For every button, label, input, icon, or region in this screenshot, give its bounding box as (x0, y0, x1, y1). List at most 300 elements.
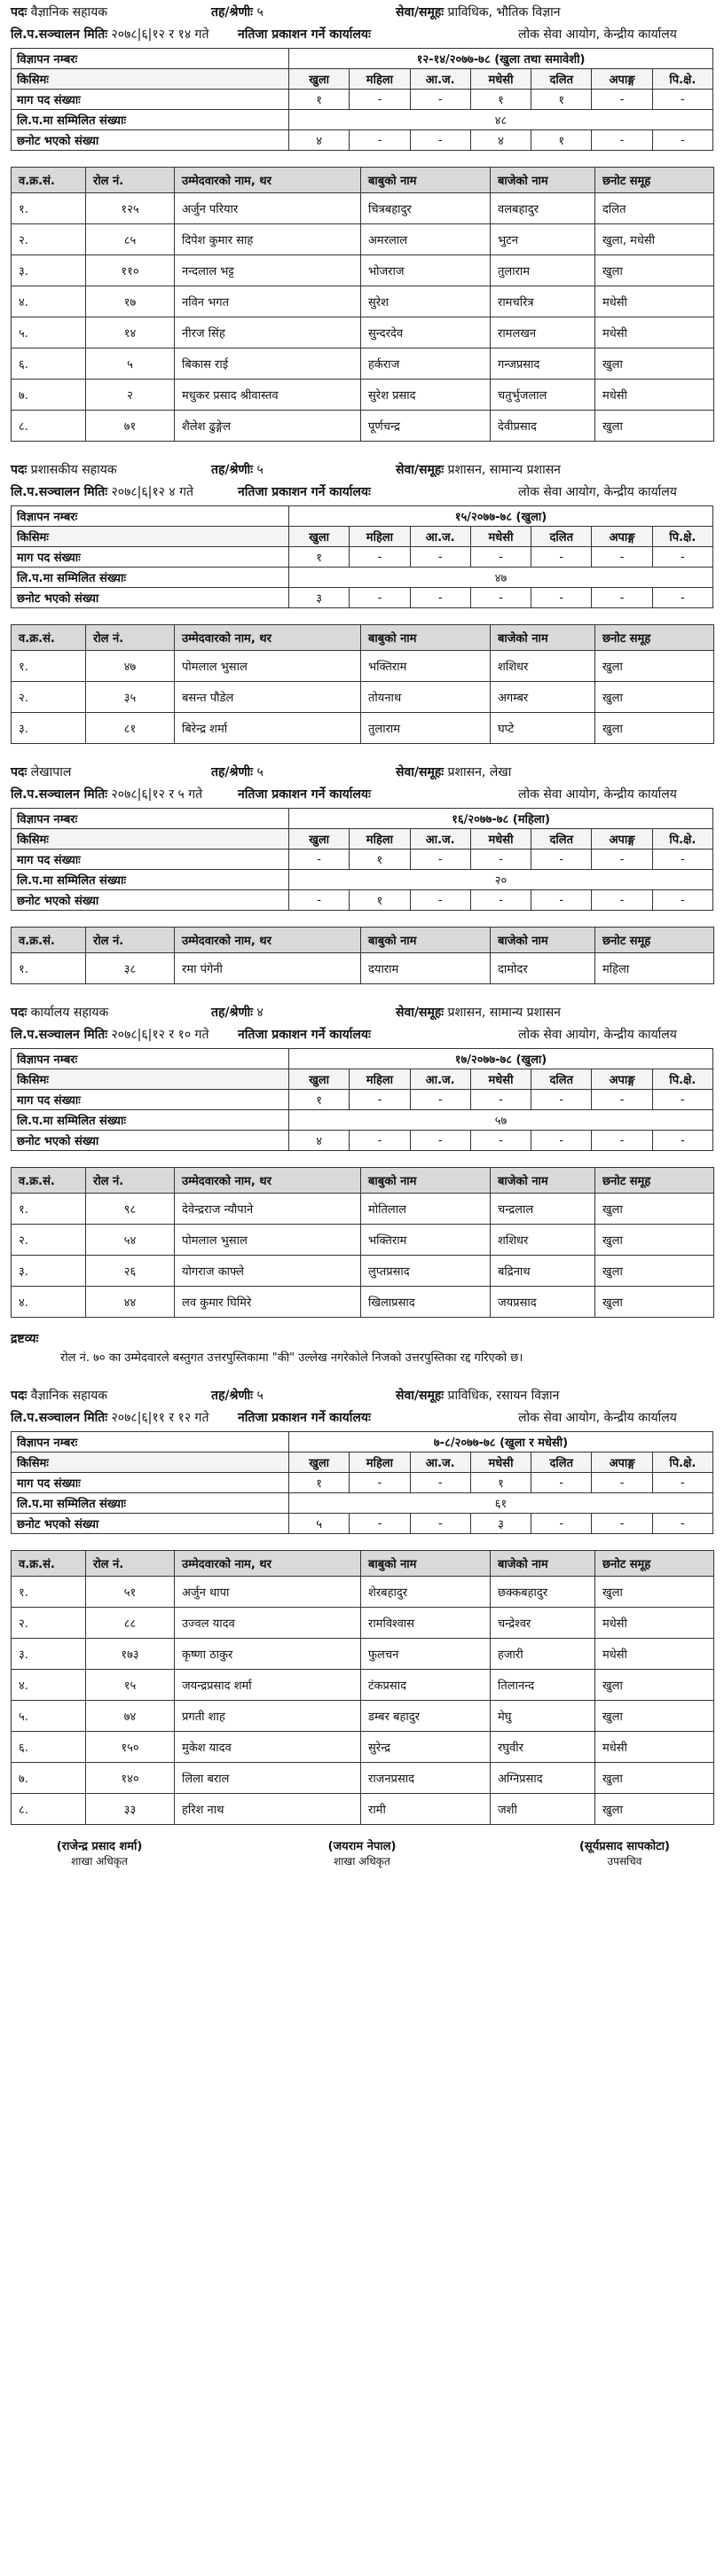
result-section (11, 1383, 713, 1825)
appeared-label: लि.प.मा सम्मिलित संख्याः (12, 1493, 289, 1514)
posts-label: माग पद संख्याः (12, 1090, 289, 1110)
office-label: नतिजा प्रकाशन गर्ने कार्यालयः (238, 787, 371, 802)
post-label: पदः (11, 764, 28, 779)
candidate-cell: रघुवीर (491, 1732, 595, 1763)
appeared-label: लि.प.मा सम्मिलित संख्याः (12, 110, 289, 130)
candidate-row (12, 411, 714, 442)
candidate-cell: रामलखन (491, 317, 595, 348)
posts-cell: - (531, 1473, 592, 1493)
candidate-cell: दिपेश कुमार साह (175, 224, 361, 255)
candidate-cell: खुला (595, 682, 714, 713)
candidate-cell: खुला (595, 1794, 714, 1825)
candidate-header-row (12, 1168, 714, 1194)
class-label: तह/श्रेणीः (211, 1005, 254, 1020)
candidate-cell: ८५ (86, 224, 175, 255)
category-header: महिला (350, 1452, 410, 1473)
candidate-cell: चन्द्रलाल (491, 1194, 595, 1225)
candidate-cell: जशी (491, 1794, 595, 1825)
candidate-cell: जयप्रसाद (491, 1287, 595, 1318)
candidate-cell: पूर्णचन्द्र (361, 411, 491, 442)
posts-cell: - (350, 1090, 410, 1110)
category-header: खुला (289, 1452, 350, 1473)
post-info-line (11, 458, 713, 481)
exam-date-line (11, 1406, 713, 1428)
selected-cell: - (592, 130, 652, 151)
appeared-value: ५७ (289, 1110, 713, 1131)
posts-cell: - (350, 90, 410, 110)
class-value: ५ (256, 764, 264, 779)
service-field (396, 1387, 713, 1404)
exam-date-label: लि.प.सञ्चालन मितिः (11, 787, 108, 802)
exam-date-line (11, 1023, 713, 1045)
candidate-cell: मोतिलाल (361, 1194, 491, 1225)
candidate-table (11, 167, 714, 442)
signature-block (11, 1837, 713, 1868)
category-header: आ.ज. (410, 1069, 470, 1090)
post-field (11, 4, 211, 20)
posts-cell: - (410, 1090, 470, 1110)
category-header: पि.क्षे. (652, 1069, 712, 1090)
category-header: मधेसी (470, 829, 531, 850)
category-header: अपाङ्ग (592, 527, 652, 547)
selected-cell: - (531, 890, 592, 911)
service-field (396, 1004, 713, 1021)
office-value: लोक सेवा आयोग, केन्द्रीय कार्यालय (518, 1027, 677, 1042)
office-label: नतिजा प्रकाशन गर्ने कार्यालयः (238, 27, 371, 42)
exam-date-line (11, 23, 713, 44)
candidate-row (12, 317, 714, 348)
posts-cell: - (531, 850, 592, 870)
signature (536, 1837, 713, 1868)
candidate-cell: लिला बराल (175, 1763, 361, 1794)
ad-number-row (12, 1049, 713, 1069)
posts-row (12, 1473, 713, 1493)
candidate-cell: १. (12, 1577, 86, 1608)
class-value: ५ (256, 462, 264, 477)
appeared-row (12, 1493, 713, 1514)
vacancy-table (11, 1431, 713, 1534)
candidate-cell: मुकेश यादव (175, 1732, 361, 1763)
posts-cell: - (592, 1473, 652, 1493)
candidate-table (11, 1550, 714, 1825)
appeared-label: लि.प.मा सम्मिलित संख्याः (12, 1110, 289, 1131)
posts-label: माग पद संख्याः (12, 850, 289, 870)
section-gap (11, 442, 713, 458)
category-header: दलित (531, 1452, 592, 1473)
post-field (11, 763, 211, 780)
candidate-cell: ६. (12, 348, 86, 380)
posts-cell: - (350, 1473, 410, 1493)
category-header: महिला (350, 527, 410, 547)
exam-date-label: लि.प.सञ्चालन मितिः (11, 27, 108, 42)
candidate-cell: ८. (12, 411, 86, 442)
candidate-cell: महिला (595, 953, 714, 984)
selected-cell: - (350, 130, 410, 151)
candidate-cell: शैलेश ढुङ्गेल (175, 411, 361, 442)
candidate-cell: मधेसी (595, 1639, 714, 1670)
posts-cell: १ (531, 90, 592, 110)
category-header: महिला (350, 1069, 410, 1090)
selected-label: छनोट भएको संख्या (12, 130, 289, 151)
candidate-cell: सुरेन्द्र (361, 1732, 491, 1763)
candidate-column-header: बाजेको नाम (491, 168, 595, 193)
note-text: रोल नं. ७० का उम्मेदवारले बस्तुगत उत्तरपुस्तिकामा "की" उल्लेख नगरेकोले निजको उत्तरपुस्तिका रद्द गरिएको छ। (60, 1351, 523, 1365)
candidate-column-header: बाबुको नाम (361, 168, 491, 193)
candidate-row (12, 1763, 714, 1794)
class-value: ५ (256, 1388, 264, 1403)
ad-number-label: विज्ञापन नम्बरः (12, 1049, 289, 1069)
appeared-value: ४७ (289, 568, 713, 588)
category-header: आ.ज. (410, 527, 470, 547)
candidate-cell: ५४ (86, 1225, 175, 1256)
selected-label: छनोट भएको संख्या (12, 1514, 289, 1534)
ad-number-label: विज्ञापन नम्बरः (12, 809, 289, 829)
posts-label: माग पद संख्याः (12, 547, 289, 568)
posts-cell: १ (470, 90, 531, 110)
candidate-cell: हरिश नाथ (175, 1794, 361, 1825)
ad-number-value: ७-८/२०७७-७८ (खुला र मधेसी) (289, 1432, 713, 1452)
candidate-cell: खुला (595, 713, 714, 744)
candidate-column-header: उम्मेदवारको नाम, थर (175, 928, 361, 953)
exam-date-value: २०७८|६|१२ र १० गते (111, 1027, 209, 1042)
candidate-row (12, 1608, 714, 1639)
selected-row (12, 1514, 713, 1534)
candidate-cell: रमा पंगेनी (175, 953, 361, 984)
post-value: प्रशासकीय सहायक (30, 462, 117, 477)
candidate-cell: मधेसी (595, 286, 714, 317)
posts-label: माग पद संख्याः (12, 90, 289, 110)
posts-cell: - (652, 1473, 712, 1493)
office-value: लोक सेवा आयोग, केन्द्रीय कार्यालय (518, 484, 677, 499)
candidate-column-header: बाबुको नाम (361, 928, 491, 953)
selected-row (12, 588, 713, 608)
class-value: ४ (256, 1005, 264, 1020)
candidate-column-header: उम्मेदवारको नाम, थर (175, 1168, 361, 1194)
selected-cell: - (592, 1514, 652, 1534)
candidate-row (12, 1732, 714, 1763)
post-field (11, 1004, 211, 1021)
posts-cell: - (410, 1473, 470, 1493)
selected-cell: - (652, 890, 712, 911)
candidate-cell: २. (12, 224, 86, 255)
candidate-column-header: रोल नं. (86, 625, 175, 651)
candidate-cell: खुला (595, 651, 714, 682)
candidate-cell: दलित (595, 193, 714, 224)
class-field (211, 4, 396, 20)
category-header: अपाङ्ग (592, 1452, 652, 1473)
candidate-cell: खिलाप्रसाद (361, 1287, 491, 1318)
category-header: महिला (350, 69, 410, 90)
post-field (11, 461, 211, 478)
candidate-table (11, 1167, 714, 1318)
class-label: तह/श्रेणीः (211, 4, 254, 20)
selected-row (12, 890, 713, 911)
candidate-cell: तोयनाथ (361, 682, 491, 713)
candidate-cell: ४७ (86, 651, 175, 682)
candidate-cell: देवीप्रसाद (491, 411, 595, 442)
candidate-row (12, 953, 714, 984)
result-section (11, 760, 713, 984)
candidate-cell: १. (12, 1194, 86, 1225)
candidate-cell: खुला, मधेसी (595, 224, 714, 255)
exam-date-label: लि.प.सञ्चालन मितिः (11, 1027, 108, 1042)
candidate-column-header: व.क्र.सं. (12, 1551, 86, 1577)
candidate-cell: भोजराज (361, 255, 491, 286)
candidate-cell: १. (12, 953, 86, 984)
candidate-cell: खुला (595, 1670, 714, 1701)
candidate-cell: २. (12, 1225, 86, 1256)
service-label: सेवा/समूहः (396, 462, 445, 477)
exam-date-field (11, 1409, 238, 1426)
candidate-cell: अगम्बर (491, 682, 595, 713)
service-value: प्रशासन, लेखा (447, 764, 512, 779)
selected-cell: - (592, 588, 652, 608)
candidate-cell: मधेसी (595, 1732, 714, 1763)
appeared-value: ६१ (289, 1493, 713, 1514)
candidate-cell: १. (12, 193, 86, 224)
posts-cell: - (470, 547, 531, 568)
candidate-column-header: रोल नं. (86, 928, 175, 953)
post-info-line (11, 1383, 713, 1406)
exam-date-field (11, 483, 238, 500)
candidate-cell: १२५ (86, 193, 175, 224)
candidate-cell: खुला (595, 1287, 714, 1318)
posts-cell: - (652, 547, 712, 568)
candidate-cell: गन्जप्रसाद (491, 348, 595, 380)
candidate-row (12, 1794, 714, 1825)
service-label: सेवा/समूहः (396, 1005, 445, 1020)
candidate-column-header: रोल नं. (86, 1168, 175, 1194)
category-header: अपाङ्ग (592, 69, 652, 90)
candidate-row (12, 1287, 714, 1318)
category-header: अपाङ्ग (592, 1069, 652, 1090)
selected-cell: - (350, 588, 410, 608)
candidate-cell: ५. (12, 1701, 86, 1732)
category-label: किसिमः (12, 69, 289, 90)
posts-label: माग पद संख्याः (12, 1473, 289, 1493)
candidate-row (12, 255, 714, 286)
candidate-column-header: व.क्र.सं. (12, 168, 86, 193)
appeared-label: लि.प.मा सम्मिलित संख्याः (12, 568, 289, 588)
category-header: मधेसी (470, 69, 531, 90)
category-label: किसिमः (12, 1452, 289, 1473)
candidate-header-row (12, 168, 714, 193)
office-label: नतिजा प्रकाशन गर्ने कार्यालयः (238, 484, 371, 499)
appeared-row (12, 568, 713, 588)
selected-cell: - (531, 588, 592, 608)
candidate-cell: डम्बर बहादुर (361, 1701, 491, 1732)
candidate-cell: हजारी (491, 1639, 595, 1670)
candidate-header-row (12, 928, 714, 953)
candidate-cell: भक्तिराम (361, 651, 491, 682)
result-section (11, 458, 713, 744)
candidate-cell: मेघु (491, 1701, 595, 1732)
category-header: आ.ज. (410, 829, 470, 850)
post-label: पदः (11, 462, 28, 477)
candidate-column-header: छनोट समूह (595, 1168, 714, 1194)
signatory-title: उपसचिव (607, 1855, 642, 1867)
appeared-row (12, 110, 713, 130)
office-value: लोक सेवा आयोग, केन्द्रीय कार्यालय (518, 1410, 677, 1425)
selected-cell: ३ (470, 1514, 531, 1534)
candidate-column-header: छनोट समूह (595, 625, 714, 651)
section-gap (11, 1367, 713, 1383)
selected-label: छनोट भएको संख्या (12, 1131, 289, 1151)
candidate-row (12, 1225, 714, 1256)
signatory-name: (जयराम नेपाल) (327, 1840, 397, 1853)
posts-cell: - (592, 1090, 652, 1110)
candidate-cell: ३. (12, 1639, 86, 1670)
service-value: प्राविधिक, रसायन विज्ञान (447, 1388, 560, 1403)
category-header-row (12, 1069, 713, 1090)
candidate-cell: १५ (86, 1670, 175, 1701)
posts-cell: - (652, 90, 712, 110)
candidate-cell: खुला (595, 1225, 714, 1256)
posts-cell: १ (289, 1090, 350, 1110)
selected-cell: - (652, 130, 712, 151)
posts-cell: १ (289, 90, 350, 110)
ad-number-row (12, 49, 713, 69)
candidate-column-header: छनोट समूह (595, 168, 714, 193)
class-field (211, 763, 396, 780)
candidate-cell: प्रगती शाह (175, 1701, 361, 1732)
category-header: महिला (350, 829, 410, 850)
section-gap (11, 984, 713, 1000)
ad-number-value: १६/२०७७-७८ (महिला) (289, 809, 713, 829)
ad-number-row (12, 1432, 713, 1452)
candidate-cell: देवेन्द्रराज न्यौपाने (175, 1194, 361, 1225)
candidate-cell: ३५ (86, 682, 175, 713)
selected-cell: - (470, 1131, 531, 1151)
candidate-cell: घप्टे (491, 713, 595, 744)
posts-cell: १ (470, 1473, 531, 1493)
selected-cell: - (652, 588, 712, 608)
candidate-cell: अर्जुन परियार (175, 193, 361, 224)
candidate-header-row (12, 625, 714, 651)
selected-row (12, 1131, 713, 1151)
candidate-cell: तुलाराम (491, 255, 595, 286)
posts-row (12, 547, 713, 568)
candidate-row (12, 1256, 714, 1287)
ad-number-label: विज्ञापन नम्बरः (12, 49, 289, 69)
appeared-label: लि.प.मा सम्मिलित संख्याः (12, 870, 289, 890)
category-header: मधेसी (470, 1069, 531, 1090)
category-header: दलित (531, 69, 592, 90)
selected-cell: - (350, 1131, 410, 1151)
candidate-column-header: उम्मेदवारको नाम, थर (175, 625, 361, 651)
posts-cell: - (470, 850, 531, 870)
candidate-cell: बिरेन्द्र शर्मा (175, 713, 361, 744)
category-header: दलित (531, 527, 592, 547)
candidate-cell: ७१ (86, 411, 175, 442)
candidate-cell: २. (12, 682, 86, 713)
service-label: सेवा/समूहः (396, 764, 445, 779)
candidate-cell: ८८ (86, 1608, 175, 1639)
candidate-cell: ७४ (86, 1701, 175, 1732)
signatory-title: शाखा अधिकृत (334, 1855, 390, 1867)
candidate-cell: खुला (595, 1194, 714, 1225)
candidate-cell: भक्तिराम (361, 1225, 491, 1256)
candidate-cell: कृष्णा ठाकुर (175, 1639, 361, 1670)
category-header: खुला (289, 527, 350, 547)
exam-date-value: २०७८|६|१२ र ५ गते (111, 787, 203, 802)
candidate-cell: रामविश्वास (361, 1608, 491, 1639)
signatory-name: (राजेन्द्र प्रसाद शर्मा) (56, 1840, 143, 1853)
candidate-row (12, 193, 714, 224)
selected-cell: - (410, 588, 470, 608)
candidate-cell: बसन्त पौडेल (175, 682, 361, 713)
vacancy-table (11, 48, 713, 151)
category-header-row (12, 1452, 713, 1473)
post-info-line (11, 0, 713, 23)
candidate-cell: खुला (595, 411, 714, 442)
candidate-row (12, 651, 714, 682)
candidate-row (12, 1670, 714, 1701)
posts-cell: - (350, 547, 410, 568)
selected-cell: - (531, 1514, 592, 1534)
candidate-cell: ७. (12, 1763, 86, 1794)
class-field (211, 461, 396, 478)
exam-date-line (11, 481, 713, 502)
posts-cell: १ (350, 850, 410, 870)
selected-cell: १ (531, 130, 592, 151)
post-field (11, 1387, 211, 1404)
category-header-row (12, 829, 713, 850)
selected-cell: ५ (289, 1514, 350, 1534)
candidate-column-header: बाबुको नाम (361, 1551, 491, 1577)
posts-cell: - (410, 90, 470, 110)
vacancy-table (11, 1048, 713, 1151)
signature (273, 1837, 451, 1868)
candidate-column-header: छनोट समूह (595, 928, 714, 953)
candidate-cell: पोमलाल भुसाल (175, 1225, 361, 1256)
candidate-cell: शशिधर (491, 1225, 595, 1256)
candidate-column-header: बाजेको नाम (491, 1551, 595, 1577)
candidate-column-header: बाबुको नाम (361, 1168, 491, 1194)
candidate-cell: ४. (12, 286, 86, 317)
category-header: मधेसी (470, 1452, 531, 1473)
selected-label: छनोट भएको संख्या (12, 890, 289, 911)
candidate-cell: २. (12, 1608, 86, 1639)
posts-cell: १ (289, 1473, 350, 1493)
candidate-cell: ११० (86, 255, 175, 286)
post-label: पदः (11, 1388, 28, 1403)
candidate-row (12, 380, 714, 411)
post-info-line (11, 1000, 713, 1023)
candidate-cell: ४. (12, 1287, 86, 1318)
candidate-cell: १४ (86, 317, 175, 348)
section-gap (11, 744, 713, 760)
candidate-cell: मधेसी (595, 1608, 714, 1639)
candidate-cell: तुलाराम (361, 713, 491, 744)
posts-cell: - (531, 1090, 592, 1110)
candidate-column-header: बाबुको नाम (361, 625, 491, 651)
candidate-cell: ३८ (86, 953, 175, 984)
candidate-cell: २ (86, 380, 175, 411)
category-header: पि.क्षे. (652, 829, 712, 850)
category-header: पि.क्षे. (652, 69, 712, 90)
candidate-cell: चित्रबहादुर (361, 193, 491, 224)
candidate-cell: २६ (86, 1256, 175, 1287)
category-label: किसिमः (12, 829, 289, 850)
posts-cell: - (289, 850, 350, 870)
posts-row (12, 1090, 713, 1110)
ad-number-value: १७/२०७७-७८ (खुला) (289, 1049, 713, 1069)
candidate-cell: ९८ (86, 1194, 175, 1225)
selected-cell: - (410, 1514, 470, 1534)
candidate-cell: नविन भगत (175, 286, 361, 317)
selected-cell: - (531, 1131, 592, 1151)
